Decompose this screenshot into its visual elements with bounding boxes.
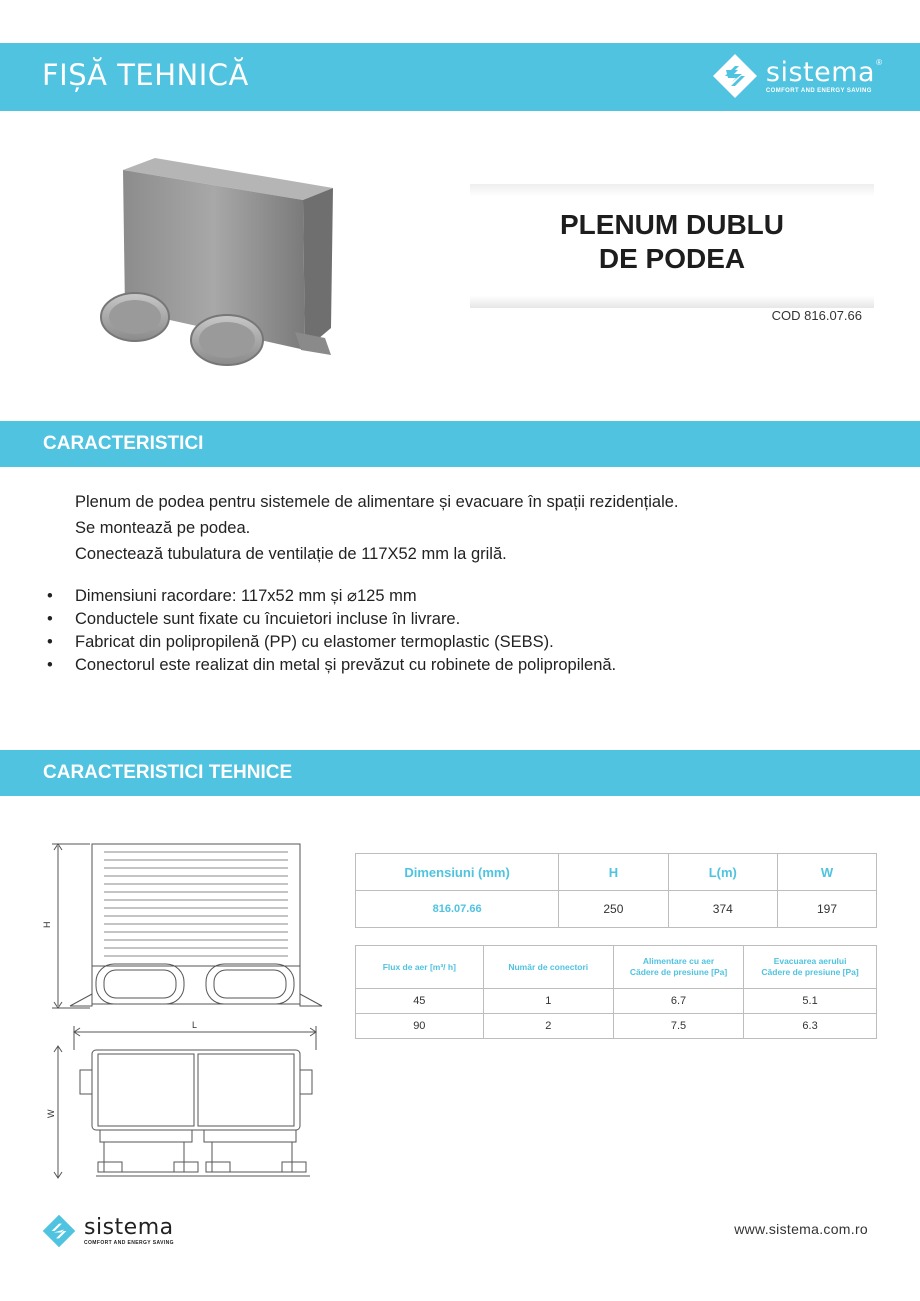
sistema-logo-icon [42,1214,76,1248]
technical-drawing [40,836,330,1186]
product-title-line2: DE PODEA [598,243,746,274]
description-line: Plenum de podea pentru sistemele de alimentare și evacuare în spații rezidențiale. [75,493,679,511]
characteristics-band [0,421,920,467]
table-header-cell: H [559,854,668,891]
logo-name: sistema [765,56,876,88]
header-subline: Cădere de presiune [Pa] [761,967,859,977]
dimensions-table [355,853,877,928]
table-header-row [356,854,877,891]
table-row [356,891,877,928]
technical-heading: CARACTERISTICI TEHNICE [43,762,293,783]
table-header-row [356,946,877,989]
table-header-cell [613,946,743,989]
table-cell: 197 [778,891,877,928]
table-cell: 7.5 [613,1014,743,1039]
description-line: Se montează pe podea. [75,519,251,537]
header-band [0,43,920,111]
table-header-cell: Dimensiuni (mm) [356,854,559,891]
product-title-line1: PLENUM DUBLU [560,209,784,240]
table-cell: 250 [559,891,668,928]
header-subline: Cădere de presiune [Pa] [629,967,728,977]
logo-tagline: COMFORT AND ENERGY SAVING [765,87,872,94]
footer-logo-tagline: COMFORT AND ENERGY SAVING [84,1239,174,1246]
table-cell: 1 [483,989,613,1014]
technical-band [0,750,920,796]
product-title [470,208,874,276]
bullet-item: • Conductele sunt fixate cu încuietori incluse în livrare. [47,608,616,631]
header-line: Alimentare cu aer [642,956,715,966]
logo-registered: ® [876,57,882,67]
page-title: FIȘĂ TEHNICĂ [42,58,249,92]
bullet-item: • Conectorul este realizat din metal și prevăzut cu robinete de polipropilenă. [47,654,616,677]
description-line: Conectează tubulatura de ventilație de 117X52 mm la grilă. [75,545,507,563]
table-cell: 2 [483,1014,613,1039]
footer-logo-name: sistema [84,1214,174,1240]
bullet-item: • Fabricat din polipropilenă (PP) cu elastomer termoplastic (SEBS). [47,631,616,654]
dim-label-h: H [42,921,52,928]
table-header-cell: L(m) [668,854,777,891]
bullet-item: • Dimensiuni racordare: 117x52 mm și ⌀125 mm [47,585,616,608]
table-cell: 374 [668,891,777,928]
table-cell: 5.1 [744,989,877,1014]
sistema-logo-icon [712,53,758,99]
characteristics-bullets [47,585,616,677]
product-image [95,150,345,375]
header-line: Evacuarea aerului [773,956,847,966]
product-code: COD 816.07.66 [771,308,862,323]
sistema-logo [712,53,882,99]
table-header-cell: Număr de conectori [483,946,613,989]
dim-label-w: W [46,1109,56,1118]
flow-table [355,945,877,1039]
product-title-card [470,184,874,308]
table-row [356,1014,877,1039]
table-row [356,989,877,1014]
website-link[interactable]: www.sistema.com.ro [734,1221,868,1237]
table-cell: 6.7 [613,989,743,1014]
table-cell: 816.07.66 [356,891,559,928]
table-header-cell: W [778,854,877,891]
table-header-cell: Flux de aer [m³/ h] [356,946,484,989]
table-cell: 6.3 [744,1014,877,1039]
table-header-cell [744,946,877,989]
dim-label-l: L [192,1020,198,1030]
footer-logo [42,1214,174,1248]
table-cell: 45 [356,989,484,1014]
table-cell: 90 [356,1014,484,1039]
characteristics-description [75,489,679,567]
characteristics-heading: CARACTERISTICI [43,433,204,454]
